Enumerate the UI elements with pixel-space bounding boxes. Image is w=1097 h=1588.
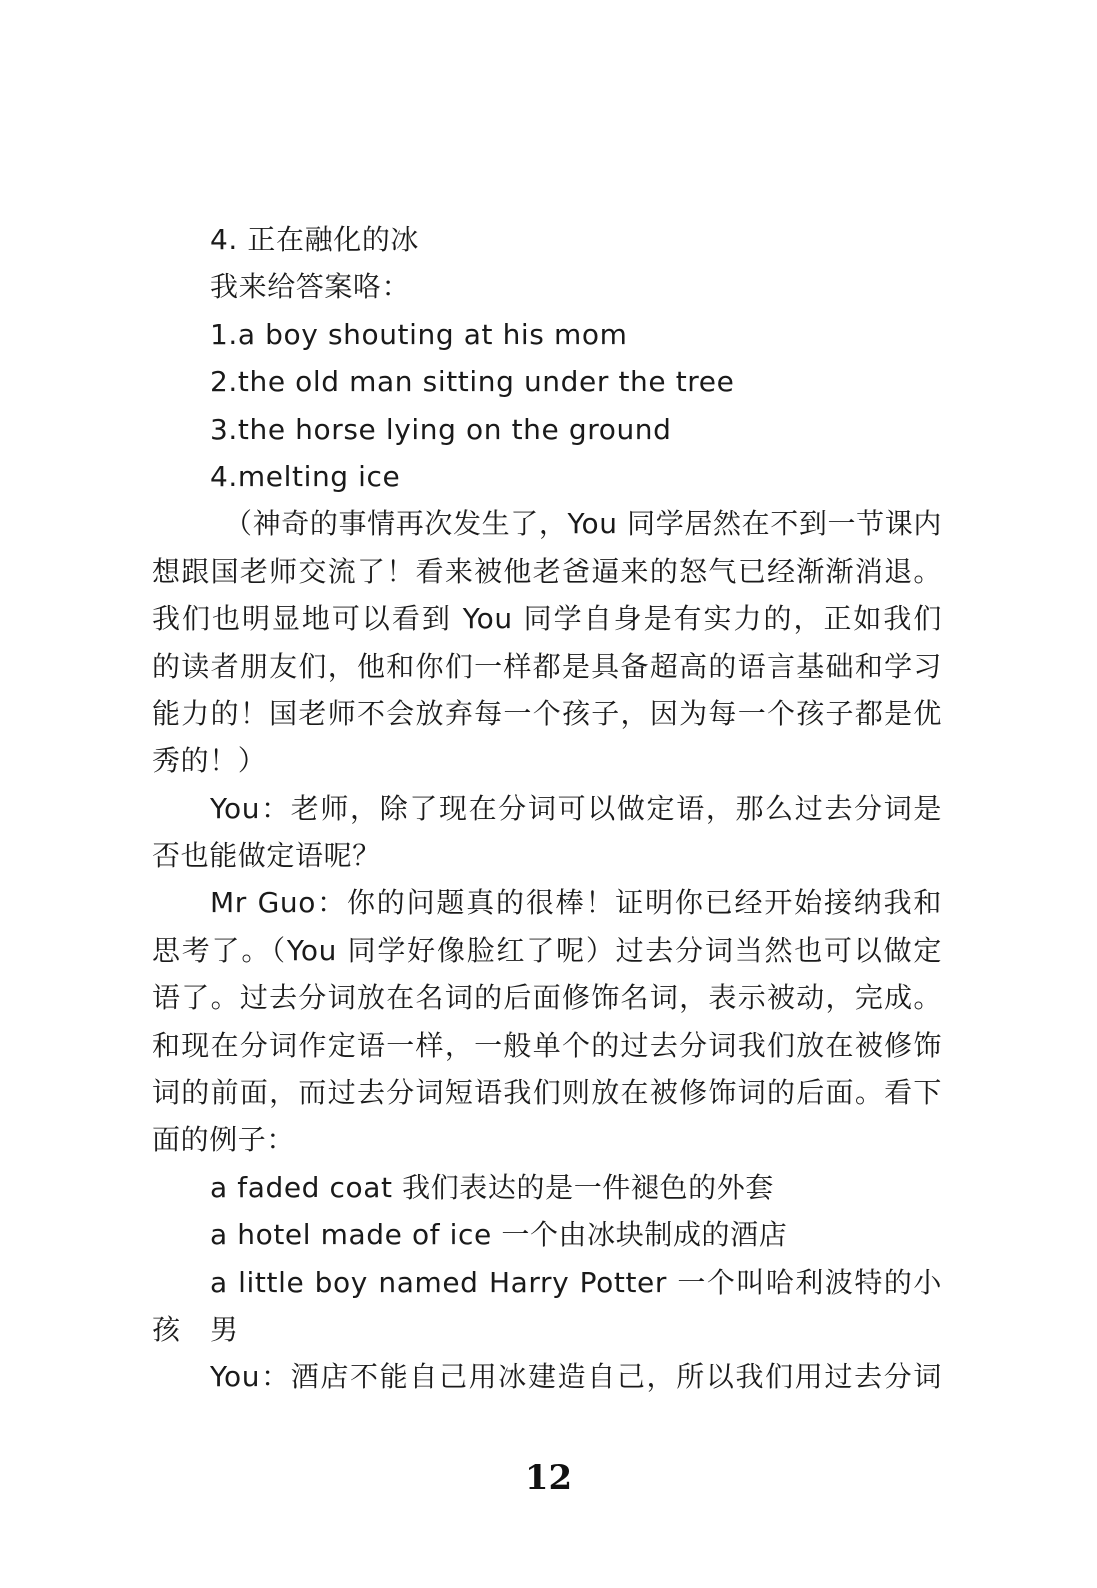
- text-line: 思考了。（You 同学好像脸红了呢）过去分词当然也可以做定: [152, 933, 942, 967]
- text-line: 和现在分词作定语一样，一般单个的过去分词我们放在被修饰: [152, 1028, 942, 1062]
- text-line: 秀的！）: [152, 744, 267, 778]
- page-number: 12: [524, 1458, 573, 1498]
- example-line: a faded coat 我们表达的是一件褪色的外套: [210, 1170, 774, 1204]
- dialogue-line: Mr Guo：你的问题真的很棒！证明你已经开始接纳我和: [210, 886, 942, 920]
- text-line: 我们也明显地可以看到 You 同学自身是有实力的，正如我们: [152, 602, 942, 636]
- answer-line: 3.the horse lying on the ground: [210, 412, 672, 446]
- text-line: 的读者朋友们，他和你们一样都是具备超高的语言基础和学习: [152, 649, 942, 683]
- text-line: 能力的！国老师不会放弃每一个孩子，因为每一个孩子都是优: [152, 696, 942, 730]
- example-line: a hotel made of ice 一个由冰块制成的酒店: [210, 1218, 788, 1252]
- text-line: 面的例子：: [152, 1123, 296, 1157]
- text-line: 否也能做定语呢？: [152, 839, 381, 873]
- dialogue-line: You：老师，除了现在分词可以做定语，那么过去分词是: [210, 791, 942, 825]
- answer-line: 2.the old man sitting under the tree: [210, 365, 735, 399]
- page-body: [152, 216, 942, 1401]
- example-line: a little boy named Harry Potter 一个叫哈利波特的小男: [210, 1265, 942, 1346]
- answer-line: 1.a boy shouting at his mom: [210, 317, 628, 351]
- dialogue-line: You：酒店不能自己用冰建造自己，所以我们用过去分词: [210, 1360, 942, 1394]
- text-line: 词的前面，而过去分词短语我们则放在被修饰词的后面。看下: [152, 1076, 942, 1110]
- text-line: 4. 正在融化的冰: [210, 223, 420, 256]
- text-line: 想跟国老师交流了！看来被他老爸逼来的怒气已经渐渐消退。: [152, 554, 942, 588]
- text-line: 我来给答案咯：: [210, 270, 411, 304]
- text-line: 语了。过去分词放在名词的后面修饰名词，表示被动，完成。: [152, 981, 942, 1015]
- text-line: （神奇的事情再次发生了，You 同学居然在不到一节课内: [224, 507, 942, 541]
- text-line: 孩: [152, 1312, 181, 1346]
- answer-line: 4.melting ice: [210, 459, 401, 493]
